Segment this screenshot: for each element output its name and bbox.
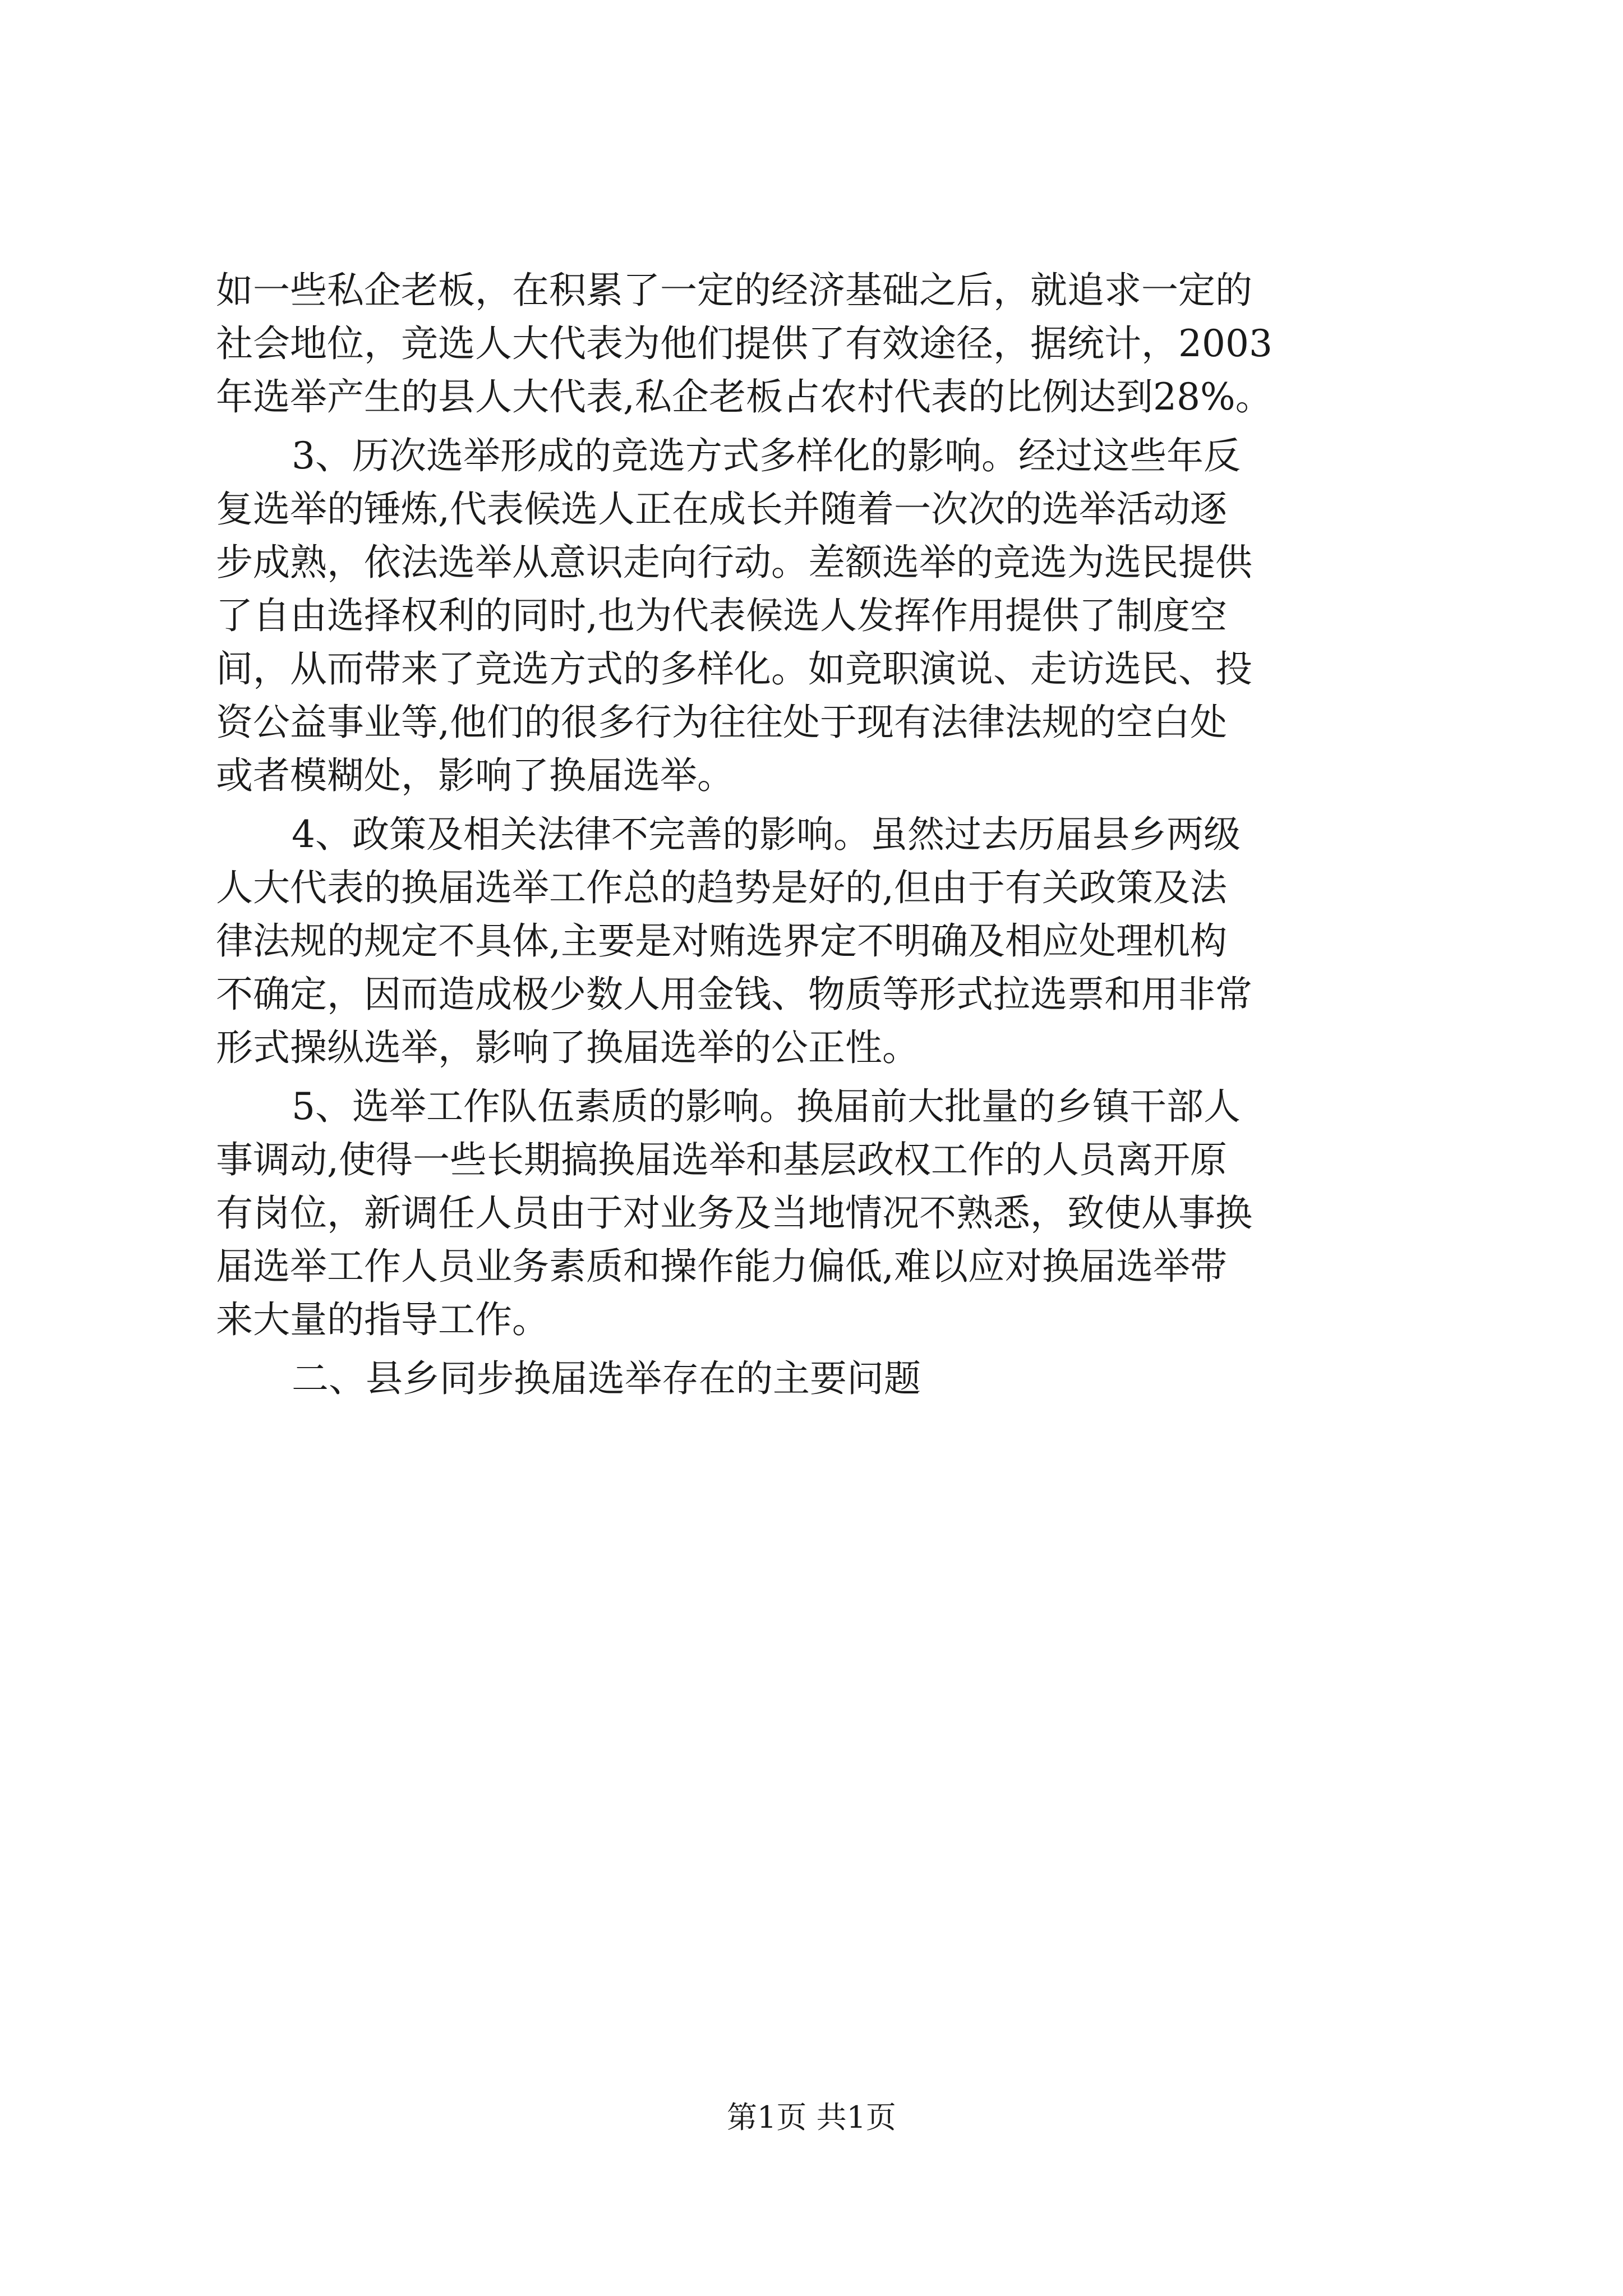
- text-line: 事调动,使得一些长期搞换届选举和基层政权工作的人员离开原: [216, 1138, 1227, 1181]
- text-line: 届选举工作人员业务素质和操作能力偏低,难以应对换届选举带: [216, 1245, 1227, 1288]
- text-line: 步成熟，依法选举从意识走向行动。差额选举的竞选为选民提供: [216, 541, 1252, 584]
- paragraph-3-start: 3、历次选举形成的竞选方式多样化的影响。经过这些年反: [292, 434, 1241, 477]
- text-line: 如一些私企老板，在积累了一定的经济基础之后，就追求一定的: [216, 269, 1252, 312]
- text-line: 了自由选择权利的同时,也为代表候选人发挥作用提供了制度空: [216, 594, 1227, 637]
- page-footer: 第1页 共1页: [727, 2100, 896, 2135]
- text-line: 有岗位，新调任人员由于对业务及当地情况不熟悉，致使从事换: [216, 1191, 1252, 1235]
- document-body: [216, 264, 1427, 1405]
- text-line: 律法规的规定不具体,主要是对贿选界定不明确及相应处理机构: [216, 919, 1227, 963]
- text-line: 复选举的锤炼,代表候选人正在成长并随着一次次的选举活动逐: [216, 487, 1227, 531]
- text-line: 资公益事业等,他们的很多行为往往处于现有法律法规的空白处: [216, 701, 1227, 744]
- paragraph-5-start: 5、选举工作队伍素质的影响。换届前大批量的乡镇干部人: [292, 1085, 1241, 1128]
- text-line: 人大代表的换届选举工作总的趋势是好的,但由于有关政策及法: [216, 866, 1227, 909]
- section-heading: 二、县乡同步换届选举存在的主要问题: [292, 1357, 921, 1400]
- text-line: 间，从而带来了竞选方式的多样化。如竞职演说、走访选民、投: [216, 647, 1252, 691]
- text-line: 社会地位，竞选人大代表为他们提供了有效途径，据统计，2003: [216, 322, 1272, 365]
- text-line: 来大量的指导工作。: [216, 1298, 549, 1341]
- text-line: 或者模糊处，影响了换届选举。: [216, 754, 734, 797]
- text-line: 形式操纵选举，影响了换届选举的公正性。: [216, 1026, 919, 1069]
- text-line: 年选举产生的县人大代表,私企老板占农村代表的比例达到28%。: [216, 375, 1272, 418]
- paragraph-4-start: 4、政策及相关法律不完善的影响。虽然过去历届县乡两级: [292, 813, 1241, 856]
- text-line: 不确定，因而造成极少数人用金钱、物质等形式拉选票和用非常: [216, 973, 1252, 1016]
